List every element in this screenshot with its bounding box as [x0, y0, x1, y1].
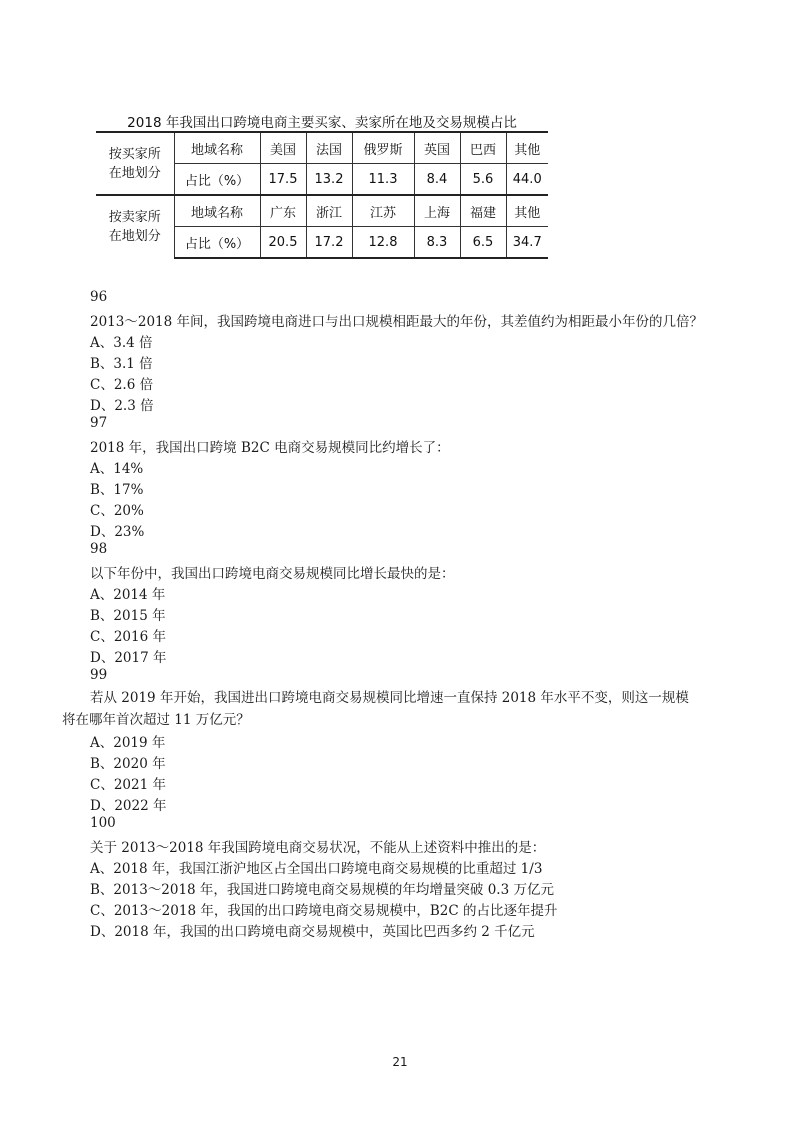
- question-number: 97: [90, 415, 108, 431]
- page-number: 21: [392, 1055, 408, 1069]
- value-cell: 17.2: [306, 227, 352, 259]
- value-cell: 8.3: [414, 227, 460, 259]
- value-cell: 6.5: [460, 227, 506, 259]
- question-stem: 2013～2018 年间，我国跨境电商进口与出口规模相距最大的年份，其差值约为相距最小年份的几倍？: [90, 314, 704, 330]
- option: D、2018 年，我国的出口跨境电商交易规模中，英国比巴西多约 2 千亿元: [90, 924, 535, 940]
- option: D、2.3 倍: [90, 398, 154, 414]
- region-cell: 浙江: [306, 195, 352, 227]
- region-cell: 其他: [506, 132, 548, 164]
- option: B、2013～2018 年，我国进口跨境电商交易规模的年均增量突破 0.3 万亿元: [90, 882, 554, 898]
- question-number: 96: [90, 289, 108, 305]
- region-cell: 上海: [414, 195, 460, 227]
- region-share-table: [96, 131, 548, 259]
- option: A、2019 年: [90, 735, 166, 751]
- option: A、3.4 倍: [90, 335, 153, 351]
- value-label: 占比（%）: [174, 227, 260, 259]
- value-label: 占比（%）: [174, 164, 260, 196]
- region-cell: 福建: [460, 195, 506, 227]
- region-cell: 美国: [260, 132, 306, 164]
- value-cell: 44.0: [506, 164, 548, 196]
- option: C、2021 年: [90, 777, 166, 793]
- region-cell: 法国: [306, 132, 352, 164]
- header-label: 地域名称: [174, 132, 260, 164]
- table-caption: 2018 年我国出口跨境电商主要买家、卖家所在地及交易规模占比: [127, 115, 517, 131]
- value-cell: 11.3: [352, 164, 414, 196]
- header-label: 地域名称: [174, 195, 260, 227]
- option: A、14%: [90, 461, 144, 477]
- option: A、2018 年，我国江浙沪地区占全国出口跨境电商交易规模的比重超过 1/3: [90, 861, 543, 877]
- value-cell: 8.4: [414, 164, 460, 196]
- option: D、2022 年: [90, 798, 167, 814]
- group-label-buyer: 按买家所 在地划分: [96, 132, 174, 195]
- region-cell: 江苏: [352, 195, 414, 227]
- table-row: [96, 132, 548, 164]
- question-stem: 2018 年，我国出口跨境 B2C 电商交易规模同比约增长了：: [90, 440, 450, 456]
- question-stem: 关于 2013～2018 年我国跨境电商交易状况，不能从上述资料中推出的是：: [90, 840, 546, 856]
- table-row: [96, 195, 548, 227]
- value-cell: 13.2: [306, 164, 352, 196]
- option: C、2.6 倍: [90, 377, 154, 393]
- region-cell: 广东: [260, 195, 306, 227]
- option: A、2014 年: [90, 587, 166, 603]
- region-cell: 英国: [414, 132, 460, 164]
- value-cell: 20.5: [260, 227, 306, 259]
- option: B、17%: [90, 482, 144, 498]
- option: B、3.1 倍: [90, 356, 153, 372]
- option: B、2015 年: [90, 608, 166, 624]
- group-label-seller: 按卖家所 在地划分: [96, 195, 174, 258]
- region-cell: 俄罗斯: [352, 132, 414, 164]
- option: D、23%: [90, 524, 145, 540]
- option: D、2017 年: [90, 650, 167, 666]
- option: C、2013～2018 年，我国的出口跨境电商交易规模中，B2C 的占比逐年提升: [90, 903, 558, 919]
- value-cell: 34.7: [506, 227, 548, 259]
- option: C、2016 年: [90, 629, 166, 645]
- question-number: 99: [90, 667, 108, 683]
- region-cell: 其他: [506, 195, 548, 227]
- value-cell: 17.5: [260, 164, 306, 196]
- question-stem: 若从 2019 年开始，我国进出口跨境电商交易规模同比增速一直保持 2018 年水平不变，则这一规模将在哪年首次超过 11 万亿元？: [62, 690, 689, 728]
- option: B、2020 年: [90, 756, 166, 772]
- question-number: 100: [90, 815, 116, 831]
- region-cell: 巴西: [460, 132, 506, 164]
- option: C、20%: [90, 503, 144, 519]
- value-cell: 12.8: [352, 227, 414, 259]
- value-cell: 5.6: [460, 164, 506, 196]
- question-stem: 以下年份中，我国出口跨境电商交易规模同比增长最快的是：: [90, 566, 455, 582]
- question-number: 98: [90, 541, 108, 557]
